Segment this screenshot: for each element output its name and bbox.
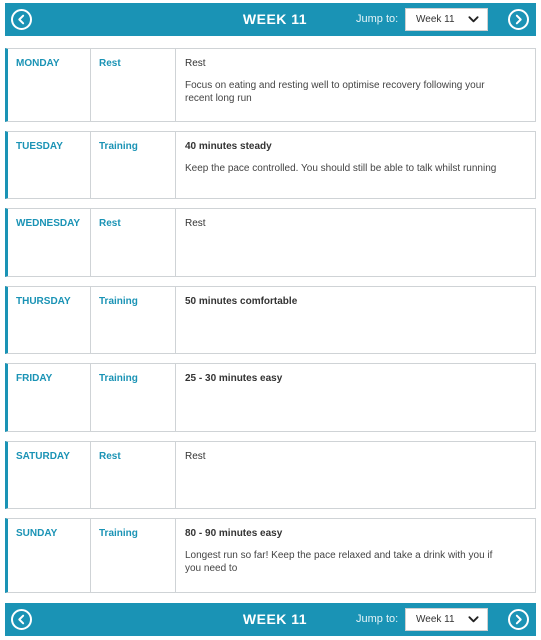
session-note: Longest run so far! Keep the pace relaxed and take a drink with you if you need to — [185, 550, 493, 574]
day-row-friday — [5, 363, 536, 432]
session-note: Focus on eating and resting well to optimise recovery following your recent long run — [185, 80, 485, 104]
day-row-saturday — [5, 441, 536, 509]
chevron-right-icon — [513, 614, 524, 625]
day-row-sunday — [5, 518, 536, 593]
day-row-monday — [5, 48, 536, 122]
day-cell — [8, 132, 91, 198]
session-title: Rest — [185, 451, 206, 462]
week-title: WEEK 11 — [242, 611, 308, 627]
type-cell — [91, 442, 176, 508]
session-type: Training — [99, 296, 138, 307]
chevron-left-icon — [16, 614, 27, 625]
previous-week-button[interactable] — [11, 609, 32, 630]
week-select-value: Week 11 — [416, 14, 455, 25]
day-name: SATURDAY — [16, 451, 70, 462]
session-type: Training — [99, 373, 138, 384]
day-cell — [8, 287, 91, 353]
previous-week-button[interactable] — [11, 9, 32, 30]
session-title: 40 minutes steady — [185, 141, 272, 152]
description-cell — [176, 209, 535, 276]
week-footer-bar — [5, 603, 536, 636]
description-cell — [176, 442, 535, 508]
description-cell — [176, 519, 535, 592]
day-name: SUNDAY — [16, 528, 58, 539]
day-cell — [8, 364, 91, 431]
type-cell — [91, 287, 176, 353]
type-cell — [91, 519, 176, 592]
session-title: 80 - 90 minutes easy — [185, 528, 283, 539]
session-note: Keep the pace controlled. You should still be able to talk whilst running — [185, 163, 497, 174]
day-cell — [8, 519, 91, 592]
chevron-down-icon — [468, 615, 479, 624]
day-row-tuesday — [5, 131, 536, 199]
day-name: FRIDAY — [16, 373, 53, 384]
day-row-wednesday — [5, 208, 536, 277]
week-select[interactable] — [405, 8, 488, 31]
week-header-bar — [5, 3, 536, 36]
session-type: Rest — [99, 58, 121, 69]
chevron-right-icon — [513, 14, 524, 25]
type-cell — [91, 132, 176, 198]
day-name: TUESDAY — [16, 141, 63, 152]
session-title: Rest — [185, 218, 206, 229]
description-cell — [176, 287, 535, 353]
type-cell — [91, 364, 176, 431]
day-cell — [8, 49, 91, 121]
session-type: Training — [99, 528, 138, 539]
chevron-left-icon — [16, 14, 27, 25]
day-name: THURSDAY — [16, 296, 71, 307]
session-type: Rest — [99, 451, 121, 462]
session-type: Training — [99, 141, 138, 152]
week-select[interactable] — [405, 608, 488, 631]
description-cell — [176, 132, 535, 198]
session-title: Rest — [185, 58, 206, 69]
chevron-down-icon — [468, 15, 479, 24]
day-row-thursday — [5, 286, 536, 354]
week-select-value: Week 11 — [416, 614, 455, 625]
day-name: WEDNESDAY — [16, 218, 81, 229]
type-cell — [91, 209, 176, 276]
day-cell — [8, 209, 91, 276]
description-cell — [176, 364, 535, 431]
description-cell — [176, 49, 535, 121]
session-type: Rest — [99, 218, 121, 229]
day-name: MONDAY — [16, 58, 60, 69]
session-title: 25 - 30 minutes easy — [185, 373, 283, 384]
week-title: WEEK 11 — [242, 11, 308, 27]
type-cell — [91, 49, 176, 121]
jump-to-label: Jump to: — [356, 13, 399, 25]
next-week-button[interactable] — [508, 609, 529, 630]
jump-to-label: Jump to: — [356, 613, 399, 625]
next-week-button[interactable] — [508, 9, 529, 30]
session-title: 50 minutes comfortable — [185, 296, 298, 307]
day-cell — [8, 442, 91, 508]
